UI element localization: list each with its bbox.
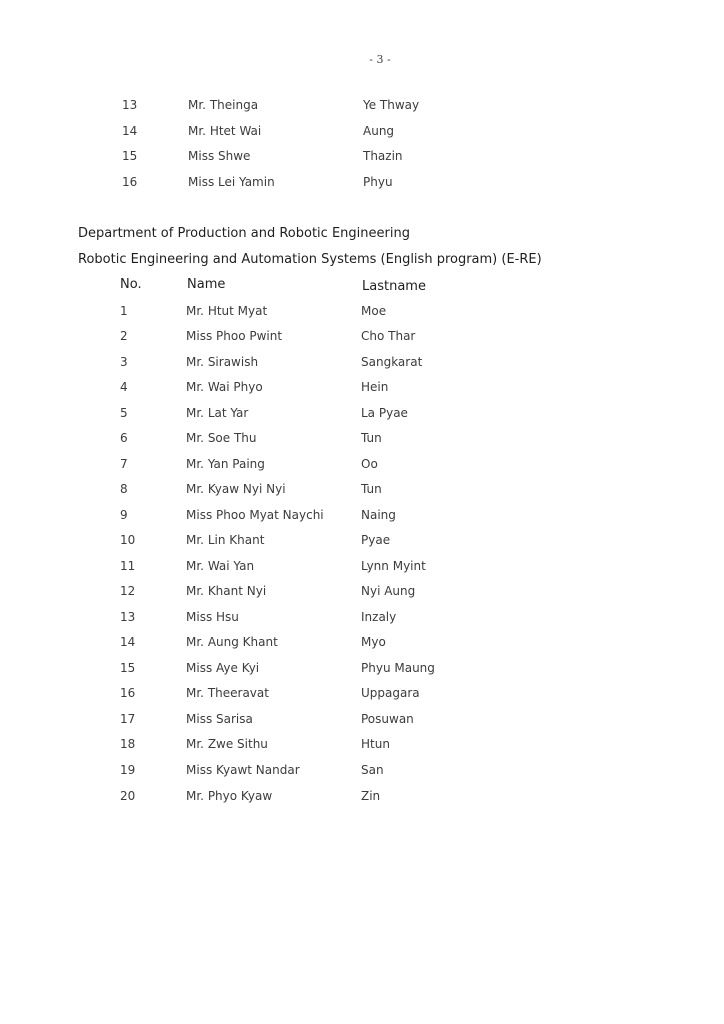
row-number: 11 [120,559,136,573]
row-number: 1 [120,304,128,318]
header-lastname: Lastname [362,279,426,294]
row-lastname: Naing [361,508,396,522]
row-number: 20 [120,789,136,803]
program-heading: Robotic Engineering and Automation Systems (English program) (E-RE) [78,252,542,267]
row-name: Miss Hsu [186,610,239,624]
row-number: 17 [120,712,136,726]
row-lastname: Tun [361,482,382,496]
table-row [0,406,724,426]
row-lastname: Pyae [361,533,391,547]
row-lastname: Htun [361,737,390,751]
row-name: Miss Shwe [188,149,251,163]
row-name: Miss Aye Kyi [186,661,260,675]
row-lastname: San [361,763,384,777]
header-name: Name [187,277,226,292]
row-name: Mr. Lin Khant [186,533,265,547]
table-row [0,304,724,324]
row-lastname: Cho Thar [361,329,416,343]
page-number: - 3 - [369,53,391,66]
row-number: 12 [120,584,136,598]
row-lastname: Inzaly [361,610,397,624]
row-lastname: Ye Thway [363,98,420,112]
table-row [0,661,724,681]
row-number: 6 [120,431,128,445]
row-name: Mr. Phyo Kyaw [186,789,273,803]
row-name: Mr. Htet Wai [188,124,262,138]
table-row [0,457,724,477]
row-lastname: Posuwan [361,712,414,726]
row-name: Mr. Zwe Sithu [186,737,268,751]
row-number: 19 [120,763,136,777]
table-row [0,431,724,451]
row-number: 5 [120,406,128,420]
row-lastname: Nyi Aung [361,584,416,598]
row-lastname: Phyu [363,175,393,189]
row-name: Miss Lei Yamin [188,175,275,189]
row-name: Mr. Kyaw Nyi Nyi [186,482,286,496]
table-row [0,124,724,144]
row-name: Mr. Htut Myat [186,304,268,318]
row-number: 16 [122,175,138,189]
row-lastname: Thazin [363,149,403,163]
table-row [0,380,724,400]
row-number: 14 [120,635,136,649]
table-row [0,712,724,732]
table-row [0,355,724,375]
row-number: 16 [120,686,136,700]
row-number: 2 [120,329,128,343]
row-number: 15 [120,661,136,675]
row-lastname: Zin [361,789,381,803]
row-name: Mr. Theinga [188,98,259,112]
table-row [0,686,724,706]
table-row [0,533,724,553]
row-number: 9 [120,508,128,522]
table-row [0,559,724,579]
table-row [0,789,724,809]
table-row [0,329,724,349]
table-row [0,610,724,630]
row-name: Mr. Wai Yan [186,559,255,573]
row-lastname: Sangkarat [361,355,423,369]
row-number: 8 [120,482,128,496]
row-number: 14 [122,124,138,138]
department-heading: Department of Production and Robotic Engineering [78,226,410,241]
row-name: Mr. Aung Khant [186,635,278,649]
table-row [0,508,724,528]
row-name: Mr. Soe Thu [186,431,257,445]
row-number: 13 [122,98,138,112]
row-name: Mr. Yan Paing [186,457,265,471]
row-lastname: Hein [361,380,389,394]
row-lastname: Moe [361,304,387,318]
row-lastname: Phyu Maung [361,661,435,675]
row-lastname: La Pyae [361,406,408,420]
table-row [0,482,724,502]
row-name: Mr. Khant Nyi [186,584,267,598]
row-number: 18 [120,737,136,751]
row-lastname: Oo [361,457,378,471]
table-row [0,737,724,757]
table-row [0,175,724,195]
row-lastname: Tun [361,431,382,445]
row-name: Mr. Wai Phyo [186,380,263,394]
row-number: 3 [120,355,128,369]
table-row [0,635,724,655]
row-number: 13 [120,610,136,624]
row-lastname: Lynn Myint [361,559,426,573]
row-name: Mr. Theeravat [186,686,269,700]
table-row [0,149,724,169]
row-number: 4 [120,380,128,394]
row-number: 15 [122,149,138,163]
row-name: Miss Sarisa [186,712,253,726]
row-lastname: Aung [363,124,395,138]
table-row [0,584,724,604]
row-lastname: Uppagara [361,686,420,700]
row-lastname: Myo [361,635,386,649]
row-name: Miss Kyawt Nandar [186,763,300,777]
row-number: 7 [120,457,128,471]
row-name: Miss Phoo Myat Naychi [186,508,324,522]
row-name: Mr. Sirawish [186,355,259,369]
row-name: Miss Phoo Pwint [186,329,283,343]
header-no: No. [120,277,142,292]
row-number: 10 [120,533,136,547]
row-name: Mr. Lat Yar [186,406,249,420]
table-row [0,98,724,118]
table-row [0,763,724,783]
